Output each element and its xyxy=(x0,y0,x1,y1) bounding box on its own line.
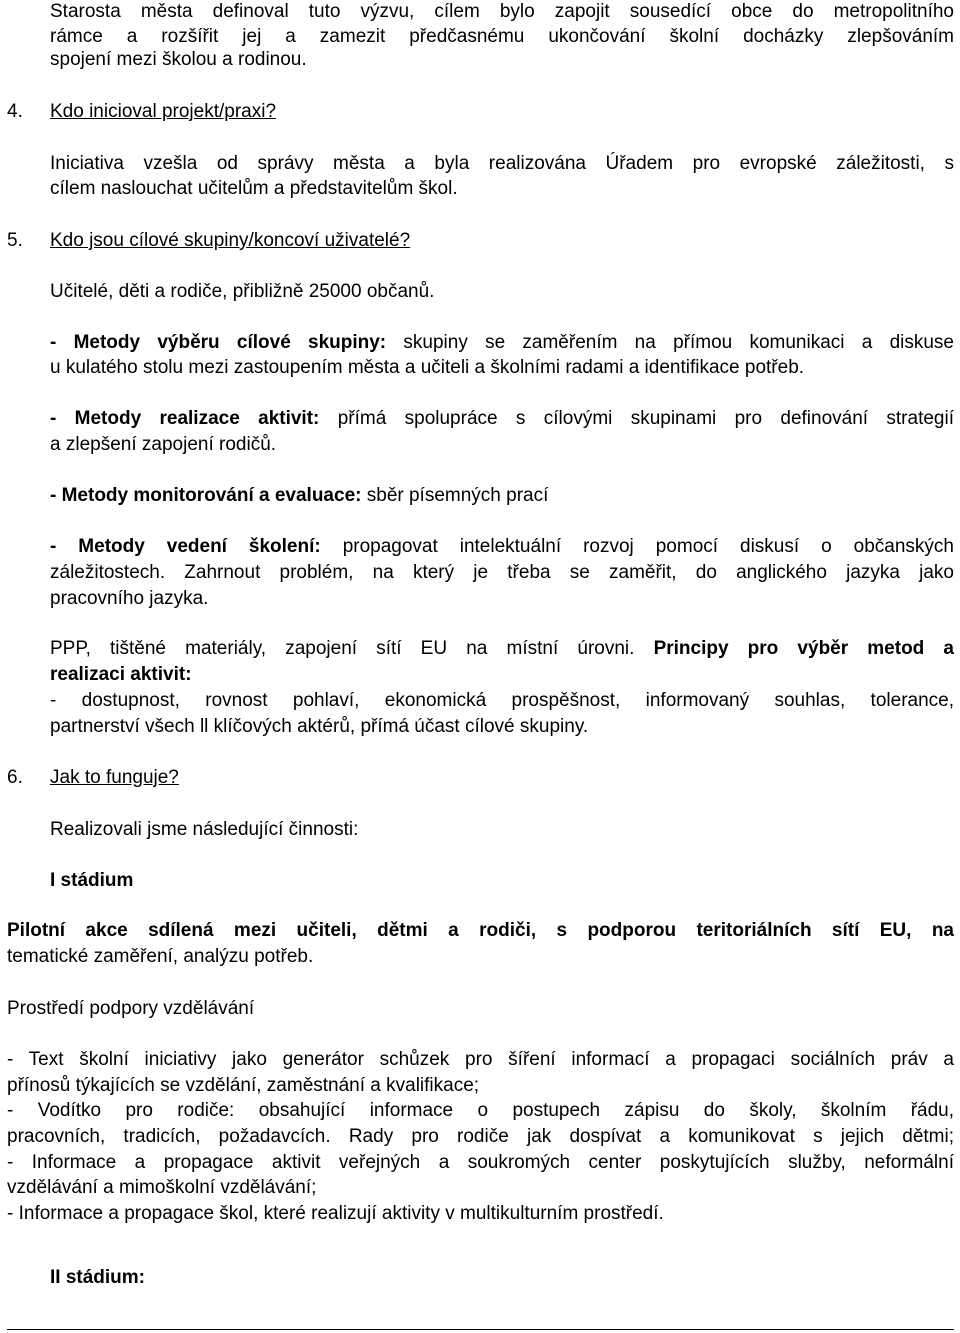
methods-training-line-3: pracovního jazyka. xyxy=(50,588,209,609)
methods-realization-line-2: a zlepšení zapojení rodičů. xyxy=(50,434,277,455)
env-title: Prostředí podpory vzdělávání xyxy=(7,998,255,1019)
q5-number: 5. xyxy=(7,230,23,251)
ppp-text: PPP, tištěné materiály, zapojení sítí EU na místní úrovni. xyxy=(50,638,635,659)
bullet-2-line-1: - Vodítko pro rodiče: obsahující informace o postupech zápisu do školy, školním řádu, xyxy=(7,1100,954,1121)
bullet-1-line-2: přínosů týkajících se vzdělání, zaměstnání a kvalifikace; xyxy=(7,1075,480,1096)
intro-line-3: spojení mezi školou a rodinou. xyxy=(50,49,307,70)
methods-selection-line-2: u kulatého stolu mezi zastoupením města a učiteli a školními radami a identifikace potřeb. xyxy=(50,357,805,378)
ppp-principles-line-1 xyxy=(50,636,954,662)
methods-realization-line-1 xyxy=(50,406,954,432)
principles-line-1: - dostupnost, rovnost pohlaví, ekonomická prospěšnost, informovaný souhlas, tolerance, xyxy=(50,690,954,711)
methods-selection-label: - Metody výběru cílové skupiny: xyxy=(50,332,387,353)
bullet-3-line-1: - Informace a propagace aktivit veřejných a soukromých center poskytujících služby, neformální xyxy=(7,1152,954,1173)
methods-monitoring xyxy=(50,483,954,509)
methods-training-label: - Metody vedení školení: xyxy=(50,536,321,557)
bullet-2-line-2: pracovních, tradicích, požadavcích. Rady pro rodiče jak dospívat a komunikovat s jejich dětmi; xyxy=(7,1126,954,1147)
principles-label-b: realizaci aktivit: xyxy=(50,664,192,685)
q6-number: 6. xyxy=(7,767,23,788)
page-bottom-rule xyxy=(7,1329,954,1330)
methods-monitoring-label: - Metody monitorování a evaluace: xyxy=(50,485,362,506)
pilot-line-2: tematické zaměření, analýzu potřeb. xyxy=(7,946,314,967)
bullet-1-line-1: - Text školní iniciativy jako generátor schůzek pro šíření informací a propagaci sociálních práv a xyxy=(7,1049,954,1070)
methods-training-text: propagovat intelektuální rozvoj pomocí diskusí o občanských xyxy=(342,536,954,557)
methods-training-line-1 xyxy=(50,534,954,560)
q5-answer: Učitelé, děti a rodiče, přibližně 25000 občanů. xyxy=(50,281,435,302)
stage1-title: I stádium xyxy=(50,870,134,891)
q4-question: Kdo inicioval projekt/praxi? xyxy=(50,101,277,122)
bullet-3-line-2: vzdělávání a mimoškolní vzdělávání; xyxy=(7,1177,317,1198)
q6-question: Jak to funguje? xyxy=(50,767,179,788)
q4-answer-line-1: Iniciativa vzešla od správy města a byla realizována Úřadem pro evropské záležitosti, s xyxy=(50,153,954,174)
intro-line-2: rámce a rozšířit jej a zamezit předčasnému ukončování školní docházky zlepšováním xyxy=(50,26,954,47)
q6-intro: Realizovali jsme následující činnosti: xyxy=(50,819,359,840)
stage2-title: II stádium: xyxy=(50,1267,146,1288)
methods-selection-line-1 xyxy=(50,330,954,356)
methods-monitoring-text: sběr písemných prací xyxy=(366,485,549,506)
methods-realization-text: přímá spolupráce s cílovými skupinami pro definování strategií xyxy=(337,408,954,429)
principles-line-2: partnerství všech ll klíčových aktérů, přímá účast cílové skupiny. xyxy=(50,716,589,737)
pilot-line-1: Pilotní akce sdílená mezi učiteli, dětmi a rodiči, s podporou teritoriálních sítí EU, na xyxy=(7,920,954,941)
bullet-4: - Informace a propagace škol, které realizují aktivity v multikulturním prostředí. xyxy=(7,1203,664,1224)
q4-number: 4. xyxy=(7,101,23,122)
methods-training-line-2: záležitostech. Zahrnout problém, na který je třeba se zaměřit, do anglického jazyka jako xyxy=(50,562,954,583)
q5-question: Kdo jsou cílové skupiny/koncoví uživatelé? xyxy=(50,230,411,251)
q4-answer-line-2: cílem naslouchat učitelům a představitelům škol. xyxy=(50,178,458,199)
methods-realization-label: - Metody realizace aktivit: xyxy=(50,408,320,429)
intro-line-1: Starosta města definoval tuto výzvu, cílem bylo zapojit sousedící obce do metropolitního xyxy=(50,1,954,22)
methods-selection-text: skupiny se zaměřením na přímou komunikaci a diskuse xyxy=(403,332,954,353)
principles-label-a: Principy pro výběr metod a xyxy=(653,638,954,659)
